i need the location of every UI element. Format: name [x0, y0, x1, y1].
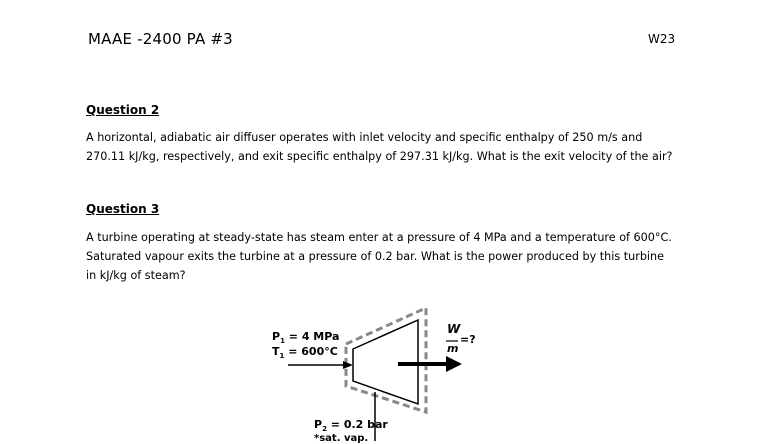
question-2-line: A horizontal, adiabatic air diffuser operates with inlet velocity and specific enthalpy of 250 m/s and: [86, 131, 643, 144]
question-2-heading: Question 2: [86, 103, 160, 117]
inlet-pressure-label: $P_1 = 4$ MPa: [272, 330, 340, 346]
question-3-line: A turbine operating at steady-state has steam enter at a pressure of 4 MPa and a temperature of 600°C.: [86, 231, 672, 244]
inlet-arrowhead: [343, 361, 353, 369]
work-symbol: W: [447, 322, 461, 336]
inlet-temperature-label: $T_1 = 600^\circ C$: [272, 345, 338, 361]
exit-pressure-label: $P_2 = 0.2$ bar: [314, 418, 388, 434]
work-arrowhead: [446, 356, 462, 372]
exit-state-note: *sat. vap.: [314, 433, 369, 444]
question-3-line: Saturated vapour exits the turbine at a pressure of 0.2 bar. What is the power produced by this turbine: [86, 250, 665, 263]
mass-flow-symbol: m: [447, 342, 459, 355]
question-3-line: in kJ/kg of steam?: [86, 269, 186, 282]
unknown-result: =?: [460, 333, 476, 346]
course-header: MAAE -2400 PA #3: [88, 30, 233, 48]
question-2-line: 270.11 kJ/kg, respectively, and exit specific enthalpy of 297.31 kJ/kg. What is the exit velocity of the air?: [86, 150, 673, 163]
term-label: W23: [648, 32, 676, 46]
question-3-heading: Question 3: [86, 202, 160, 216]
